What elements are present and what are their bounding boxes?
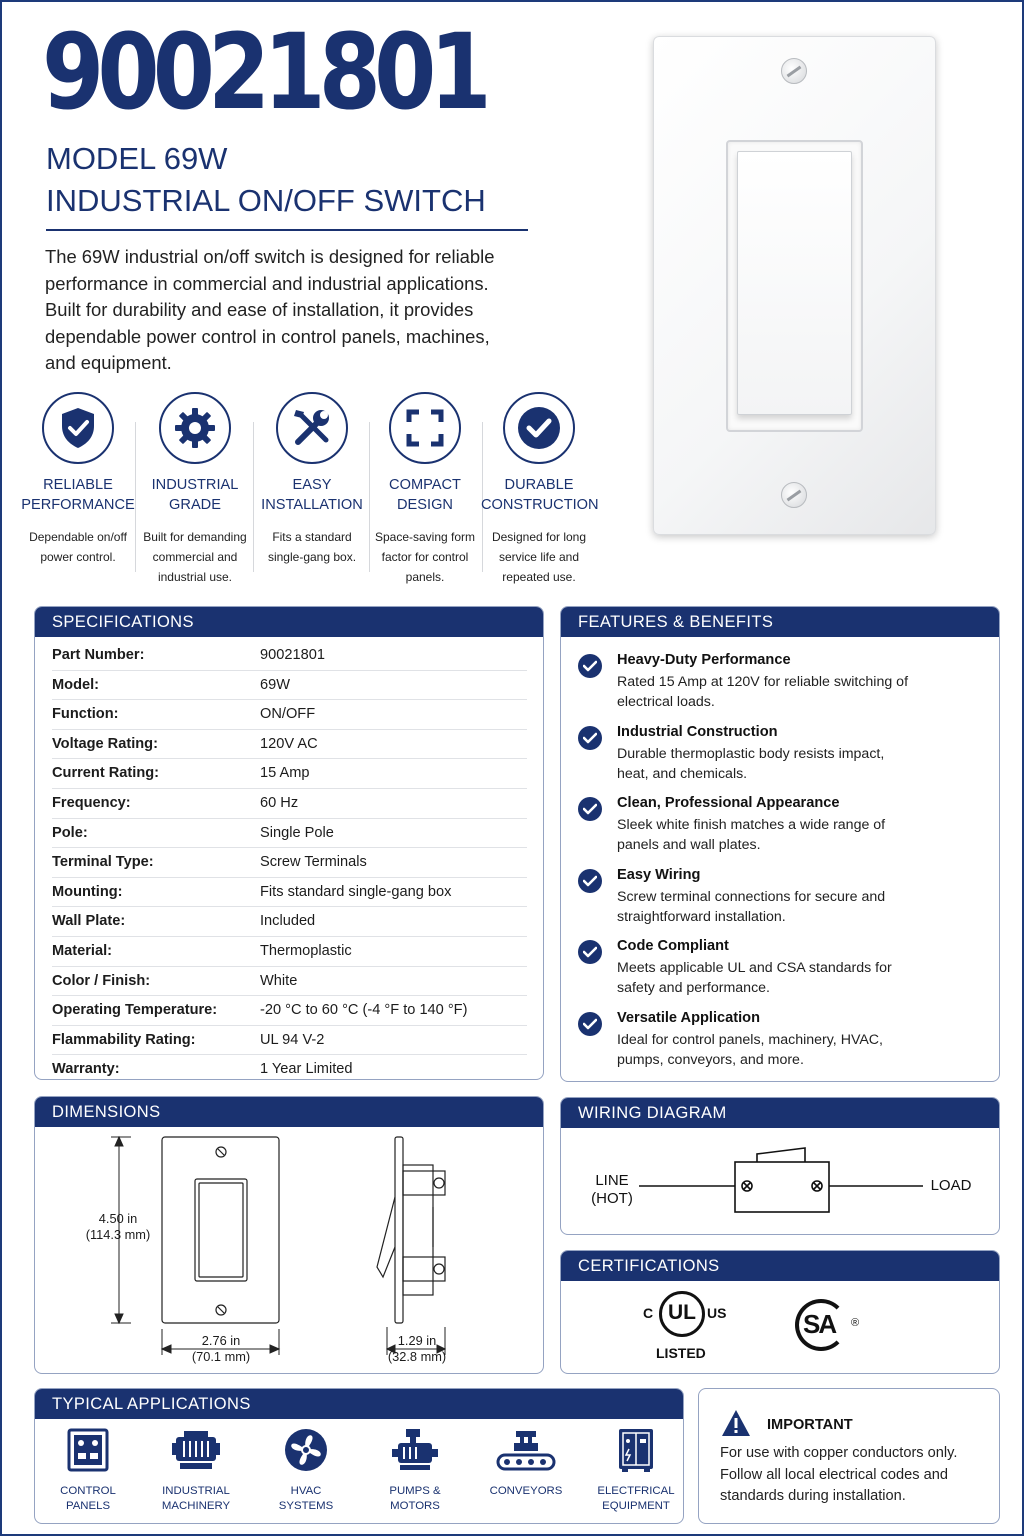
benefit-item	[578, 652, 987, 716]
benefit-title: Heavy-Duty Performance	[617, 652, 791, 668]
spec-value: Single Pole	[260, 824, 334, 841]
spec-row	[52, 1055, 527, 1080]
app-electrical-equipment	[586, 1427, 686, 1514]
benefit-title: Versatile Application	[617, 1010, 761, 1026]
hot-text: (HOT)	[591, 1190, 633, 1207]
rocker-paddle	[737, 151, 852, 415]
spec-key: Pole:	[52, 824, 88, 841]
spec-row	[52, 641, 527, 671]
app-label-line2: MACHINERY	[161, 1500, 231, 1512]
feature-title: DURABLE CONSTRUCTION	[481, 477, 599, 513]
load-label: LOAD	[930, 1177, 972, 1194]
app-label-line1: HVAC	[290, 1485, 322, 1497]
intro-paragraph: The 69W industrial on/off switch is designed for reliable performance in commercial and industrial applications. Built for durability and ease of installation, it provides dependable power control in control panels, machines, and equipment.	[45, 246, 495, 374]
feature-reliable	[20, 392, 136, 567]
wiring-heading: WIRING DIAGRAM	[561, 1098, 999, 1128]
benefit-item	[578, 867, 987, 931]
spec-key: Wall Plate:	[52, 913, 126, 930]
app-pumps-motors	[365, 1427, 465, 1514]
spec-key: Color / Finish:	[52, 972, 151, 989]
certifications-heading: CERTIFICATIONS	[561, 1251, 999, 1281]
app-hvac	[256, 1427, 356, 1514]
benefit-title: Code Compliant	[617, 938, 729, 955]
electrical-cabinet-icon	[616, 1427, 656, 1473]
benefit-desc: Screw terminal connections for secure and straightforward installation.	[617, 888, 886, 925]
csa-logo	[795, 1299, 865, 1359]
benefit-title: Clean, Professional Appearance	[617, 795, 840, 812]
feature-industrial	[137, 392, 253, 587]
spec-row	[52, 937, 527, 967]
app-label	[146, 1484, 246, 1514]
spec-key: Frequency:	[52, 795, 131, 811]
width-in: 2.76 in	[201, 1333, 241, 1348]
applications-heading: TYPICAL APPLICATIONS	[35, 1389, 683, 1419]
spec-value: 90021801	[260, 647, 325, 663]
important-text: For use with copper conductors only. Follow all local electrical codes and standards during installation.	[720, 1445, 958, 1505]
spec-value: Included	[260, 913, 316, 930]
app-label-line2: SYSTEMS	[278, 1500, 334, 1512]
model-heading: MODEL 69W	[46, 141, 228, 176]
benefits-heading: FEATURES & BENEFITS	[561, 607, 999, 637]
check-circle-icon	[503, 392, 575, 464]
app-label-line1: ELECTFRICAL	[597, 1485, 675, 1497]
check-icon	[578, 1012, 602, 1036]
certifications-panel	[560, 1250, 1000, 1374]
line-text: LINE	[595, 1172, 629, 1189]
spec-value: White	[260, 972, 298, 989]
spec-key: Terminal Type:	[52, 854, 154, 871]
app-label-line1: CONVEYORS	[489, 1485, 563, 1497]
width-label	[181, 1333, 261, 1365]
app-label-line2: PANELS	[65, 1500, 111, 1512]
product-line-heading: INDUSTRIAL ON/OFF SWITCH	[46, 183, 486, 218]
spec-row	[52, 730, 527, 760]
spec-row	[52, 700, 527, 730]
app-control-panels	[38, 1427, 138, 1514]
benefit-item	[578, 724, 987, 788]
spec-value: 120V AC	[260, 735, 318, 752]
check-icon	[578, 797, 602, 821]
spec-value: 69W	[260, 676, 291, 693]
spec-row	[52, 671, 527, 701]
csa-registered: ®	[851, 1317, 860, 1329]
industrial-machinery-icon	[170, 1427, 222, 1473]
hvac-fan-icon	[283, 1427, 329, 1473]
spec-row	[52, 1026, 527, 1056]
benefit-desc: Meets applicable UL and CSA standards for safety and performance.	[617, 960, 892, 997]
benefit-item	[578, 938, 987, 1002]
ul-mark: UL	[668, 1301, 696, 1324]
dimensions-panel	[34, 1096, 544, 1374]
feature-desc: Dependable on/off power control.	[29, 530, 127, 564]
feature-icons-row	[20, 392, 600, 587]
spec-key: Operating Temperature:	[52, 1002, 218, 1019]
spec-row	[52, 819, 527, 849]
dimension-drawing	[35, 1127, 544, 1374]
app-label-line2: MOTORS	[390, 1500, 440, 1512]
app-label	[586, 1484, 686, 1514]
spec-row	[52, 967, 527, 997]
spec-key: Model:	[52, 676, 100, 693]
wrench-screwdriver-icon	[276, 392, 348, 464]
app-label	[365, 1484, 465, 1514]
benefit-desc: Sleek white finish matches a wide range of panels and wall plates.	[617, 817, 886, 854]
control-panel-icon	[66, 1427, 110, 1473]
height-mm: (114.3 mm)	[85, 1227, 151, 1242]
specifications-panel	[34, 606, 544, 1080]
check-icon	[578, 869, 602, 893]
feature-title: EASY INSTALLATION	[261, 477, 363, 513]
app-label-line1: CONTROL	[60, 1485, 116, 1497]
benefits-panel	[560, 606, 1000, 1082]
compact-frame-icon	[389, 392, 461, 464]
spec-key: Current Rating:	[52, 765, 160, 782]
depth-in: 1.29 in	[397, 1333, 437, 1348]
app-conveyors	[476, 1427, 576, 1499]
spec-key: Part Number:	[52, 647, 145, 663]
spec-key: Material:	[52, 943, 113, 959]
ul-us: US	[707, 1305, 727, 1321]
benefit-desc: Ideal for control panels, machinery, HVAC, pumps, conveyors, and more.	[617, 1032, 883, 1068]
ul-c: C	[643, 1305, 654, 1321]
app-label	[476, 1484, 576, 1499]
front-view-drawing	[162, 1137, 279, 1323]
feature-compact	[367, 392, 483, 587]
ul-listed-logo	[639, 1291, 729, 1363]
height-label	[81, 1211, 155, 1243]
bottom-screw-icon	[781, 482, 807, 508]
dimensions-heading: DIMENSIONS	[35, 1097, 543, 1127]
spec-row	[52, 996, 527, 1026]
spec-value: UL 94 V-2	[260, 1031, 325, 1048]
top-screw-icon	[781, 58, 807, 84]
spec-key: Mounting:	[52, 883, 123, 900]
app-label-line2: EQUIPMENT	[602, 1500, 670, 1512]
part-number-heading: 90021801	[42, 11, 485, 133]
csa-mark: SA	[803, 1309, 836, 1339]
spec-row	[52, 907, 527, 937]
feature-title: RELIABLE PERFORMANCE	[21, 477, 135, 513]
spec-row	[52, 789, 527, 819]
spec-value: Thermoplastic	[260, 943, 352, 959]
pump-motor-icon	[390, 1427, 440, 1473]
app-label-line1: PUMPS &	[389, 1485, 441, 1497]
warning-icon	[721, 1409, 751, 1437]
spec-key: Function:	[52, 706, 119, 723]
check-icon	[578, 940, 602, 964]
spec-value: 1 Year Limited	[260, 1061, 353, 1078]
depth-mm: (32.8 mm)	[387, 1349, 447, 1364]
switch-product-image	[653, 36, 936, 535]
wiring-panel	[560, 1097, 1000, 1235]
side-view-drawing	[377, 1137, 445, 1323]
feature-divider	[135, 422, 136, 572]
shield-check-icon	[42, 392, 114, 464]
spec-value: Screw Terminals	[260, 854, 367, 871]
spec-value: ON/OFF	[260, 706, 316, 723]
spec-value: Fits standard single-gang box	[260, 883, 452, 900]
feature-durable	[481, 392, 597, 587]
app-industrial-machinery	[146, 1427, 246, 1514]
app-label-line1: INDUSTRIAL	[162, 1485, 230, 1497]
feature-desc: Space-saving form factor for control panels.	[374, 530, 476, 584]
spec-value: 15 Amp	[260, 765, 310, 782]
important-notice	[698, 1388, 1000, 1524]
feature-installation	[254, 392, 370, 567]
feature-desc: Designed for long service life and repeated use.	[491, 530, 587, 584]
width-mm: (70.1 mm)	[191, 1349, 251, 1364]
title-divider	[46, 229, 528, 231]
height-in: 4.50 in	[98, 1211, 138, 1226]
app-label	[256, 1484, 356, 1514]
specifications-heading: SPECIFICATIONS	[35, 607, 543, 637]
check-icon	[578, 726, 602, 750]
spec-value: -20 °C to 60 °C (-4 °F to 140 °F)	[260, 1002, 468, 1019]
benefit-title: Industrial Construction	[617, 723, 778, 740]
spec-key: Flammability Rating:	[52, 1031, 196, 1048]
spec-row	[52, 848, 527, 878]
feature-title: INDUSTRIAL GRADE	[151, 477, 239, 513]
important-title: IMPORTANT	[767, 1417, 853, 1433]
benefit-item	[578, 1010, 987, 1074]
feature-title: COMPACT DESIGN	[389, 477, 461, 513]
depth-label	[377, 1333, 457, 1365]
spec-row	[52, 878, 527, 908]
spec-value: 60 Hz	[260, 795, 299, 811]
benefit-desc: Rated 15 Amp at 120V for reliable switching of electrical loads.	[617, 674, 909, 710]
app-label	[38, 1484, 138, 1514]
check-icon	[578, 654, 602, 678]
spec-row	[52, 759, 527, 789]
gear-icon	[159, 392, 231, 464]
conveyor-icon	[496, 1427, 556, 1473]
spec-key: Warranty:	[52, 1061, 120, 1078]
benefit-desc: Durable thermoplastic body resists impact, heat, and chemicals.	[617, 745, 885, 782]
benefit-item	[578, 795, 987, 859]
line-hot-label	[589, 1172, 635, 1208]
ul-listed-text: LISTED	[656, 1345, 706, 1361]
spec-key: Voltage Rating:	[52, 735, 158, 752]
feature-desc: Built for demanding commercial and industrial use.	[143, 530, 247, 584]
feature-desc: Fits a standard single-gang box.	[267, 530, 357, 564]
benefit-title: Easy Wiring	[617, 866, 701, 883]
